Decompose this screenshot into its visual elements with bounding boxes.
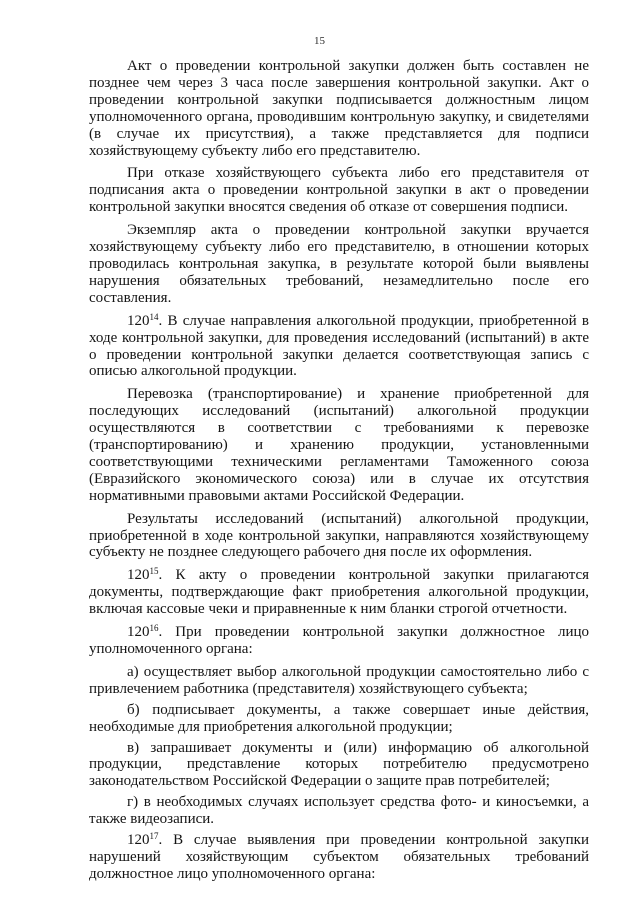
clause-120-17 bbox=[89, 832, 589, 883]
clause-superscript: 17 bbox=[149, 831, 159, 842]
clause-120-16 bbox=[89, 624, 589, 658]
subclause-a: а) осуществляет выбор алкогольной продукции самостоятельно либо с привлечением работника (представителя) хозяйствующего субъекта; bbox=[89, 663, 589, 697]
clause-text: . В случае выявления при проведении контрольной закупки нарушений хозяйствующим субъектом обязательных требований должностное лицо уполномоченного органа: bbox=[89, 832, 589, 882]
clause-120-14 bbox=[89, 313, 589, 381]
subclause-v: в) запрашивает документы и (или) информацию об алкогольной продукции, представление которых потребителю предусмотрено законодательством Российской Федерации о защите прав потребителей; bbox=[89, 739, 589, 790]
clause-number: 120 bbox=[127, 567, 150, 584]
clause-number: 120 bbox=[127, 624, 150, 641]
subclause-g: г) в необходимых случаях использует средства фото- и киносъемки, а также видеозаписи. bbox=[89, 794, 589, 828]
clause-number: 120 bbox=[127, 312, 150, 329]
clause-superscript: 15 bbox=[149, 566, 159, 577]
clause-text: . При проведении контрольной закупки должностное лицо уполномоченного органа: bbox=[89, 624, 589, 657]
page-number: 15 bbox=[314, 35, 325, 47]
clause-text: . В случае направления алкогольной продукции, приобретенной в ходе контрольной закупки, для проведения исследований (испытаний) в акте о проведении контрольной закупки делается соответствующая запись с описью алкогольной продукции. bbox=[89, 312, 589, 380]
clause-number: 120 bbox=[127, 832, 150, 849]
clause-120-15 bbox=[89, 567, 589, 618]
paragraph-refusal-to-sign: При отказе хозяйствующего субъекта либо его представителя от подписания акта о проведении контрольной закупки в акт о проведении контрольной закупки вносятся сведения об отказе от совершения подписи. bbox=[89, 165, 589, 216]
clause-superscript: 14 bbox=[149, 311, 159, 322]
paragraph-act-copy-handover: Экземпляр акта о проведении контрольной закупки вручается хозяйствующему субъекту либо его представителю, в отношении которых проводилась контрольная закупка, в результате которой были выявлены нарушения обязательных требований, незамедлительно после его составления. bbox=[89, 222, 589, 306]
document-body bbox=[89, 58, 589, 889]
clause-text: . К акту о проведении контрольной закупки прилагаются документы, подтверждающие факт приобретения алкогольной продукции, включая кассовые чеки и приравненные к ним бланки строгой отчетности. bbox=[89, 567, 589, 618]
paragraph-transportation-storage: Перевозка (транспортирование) и хранение приобретенной для последующих исследований (испытаний) алкогольной продукции осуществляются в соответствии с требованиями к перевозке (транспортированию) и хранению продукции, установленными соответствующими техническими регламентами Таможенного союза (Евразийского экономического союза) или в случае их отсутствия нормативными правовыми актами Российской Федерации. bbox=[89, 386, 589, 504]
paragraph-test-results: Результаты исследований (испытаний) алкогольной продукции, приобретенной в ходе контрольной закупки, направляются хозяйствующему субъекту не позднее следующего рабочего дня после их оформления. bbox=[89, 510, 589, 561]
paragraph-act-deadline: Акт о проведении контрольной закупки должен быть составлен не позднее чем через 3 часа после завершения контрольной закупки. Акт о проведении контрольной закупки подписывается должностным лицом уполномоченного органа, проводившим контрольную закупку, и свидетелями (в случае их присутствия), а также представляется для подписи хозяйствующему субъекту либо его представителю. bbox=[89, 58, 589, 159]
clause-superscript: 16 bbox=[149, 623, 159, 634]
subclause-b: б) подписывает документы, а также совершает иные действия, необходимые для приобретения алкогольной продукции; bbox=[89, 701, 589, 735]
